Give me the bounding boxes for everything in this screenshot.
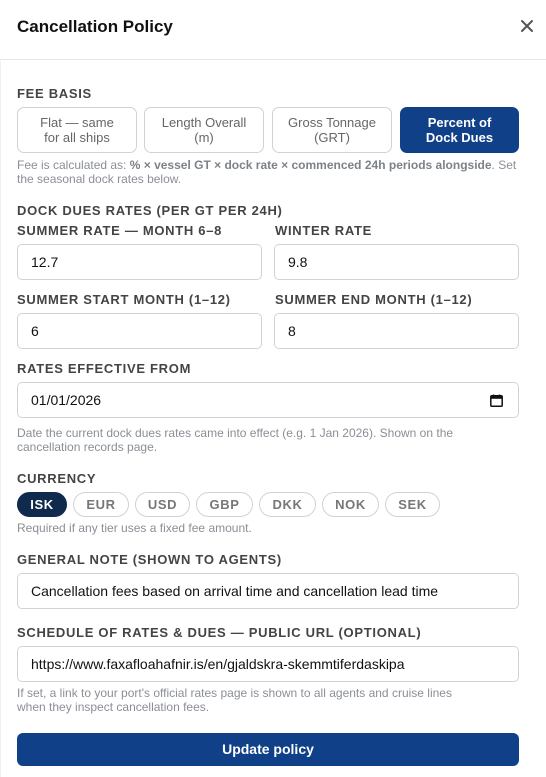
basis-tonnage-button[interactable]: Gross Tonnage (GRT)	[272, 107, 392, 153]
winter-rate-input[interactable]: 9.8	[274, 244, 519, 280]
summer-end-input[interactable]: 8	[274, 313, 519, 349]
currency-help: Required if any tier uses a fixed fee amount.	[17, 521, 252, 535]
summer-start-input[interactable]: 6	[17, 313, 262, 349]
schedule-url-help: If set, a link to your port's official rates page is shown to all agents and cruise lines when they inspect cancellation fees.	[17, 686, 452, 714]
currency-pill-sek[interactable]: SEK	[385, 492, 440, 517]
basis-flat-button[interactable]: Flat — same for all ships	[17, 107, 137, 153]
basis-length-button[interactable]: Length Overall (m)	[144, 107, 264, 153]
general-note-label: GENERAL NOTE (SHOWN TO AGENTS)	[17, 552, 282, 567]
fee-basis-label: FEE BASIS	[17, 86, 92, 101]
currency-pill-nok[interactable]: NOK	[322, 492, 379, 517]
currency-pill-gbp[interactable]: GBP	[196, 492, 253, 517]
rates-effective-value: 01/01/2026	[31, 392, 102, 408]
rates-effective-date-input[interactable]	[17, 382, 519, 418]
update-policy-button[interactable]: Update policy	[17, 733, 519, 766]
currency-pill-isk[interactable]: ISK	[17, 492, 67, 517]
fee-basis-help: Fee is calculated as: % × vessel GT × dock rate × commenced 24h periods alongside. Set the seasonal dock rates below.	[17, 158, 517, 186]
summer-rate-label: SUMMER RATE — MONTH 6–8	[17, 223, 223, 238]
summer-rate-input[interactable]: 12.7	[17, 244, 262, 280]
basis-dock-dues-button[interactable]: Percent of Dock Dues	[400, 107, 519, 153]
currency-pill-eur[interactable]: EUR	[73, 492, 129, 517]
currency-pill-dkk[interactable]: DKK	[259, 492, 316, 517]
summer-end-label: SUMMER END MONTH (1–12)	[275, 292, 473, 307]
close-icon[interactable]	[516, 14, 538, 38]
schedule-url-label: SCHEDULE OF RATES & DUES — PUBLIC URL (OPTIONAL)	[17, 625, 422, 640]
rates-effective-label: RATES EFFECTIVE FROM	[17, 361, 192, 376]
summer-start-label: SUMMER START MONTH (1–12)	[17, 292, 231, 307]
dialog-title: Cancellation Policy	[17, 17, 173, 36]
schedule-url-input[interactable]: https://www.faxafloahafnir.is/en/gjaldskra-skemmtiferdaskipa	[17, 646, 519, 682]
currency-pill-usd[interactable]: USD	[135, 492, 190, 517]
rates-effective-help: Date the current dock dues rates came into effect (e.g. 1 Jan 2026). Shown on the cancellation records page.	[17, 426, 454, 454]
dialog-header	[0, 0, 546, 60]
general-note-input[interactable]: Cancellation fees based on arrival time and cancellation lead time	[17, 573, 519, 609]
currency-label: CURRENCY	[17, 471, 97, 486]
winter-rate-label: WINTER RATE	[275, 223, 373, 238]
dock-dues-heading: DOCK DUES RATES (PER GT PER 24H)	[17, 203, 283, 218]
calendar-icon[interactable]	[490, 394, 503, 407]
